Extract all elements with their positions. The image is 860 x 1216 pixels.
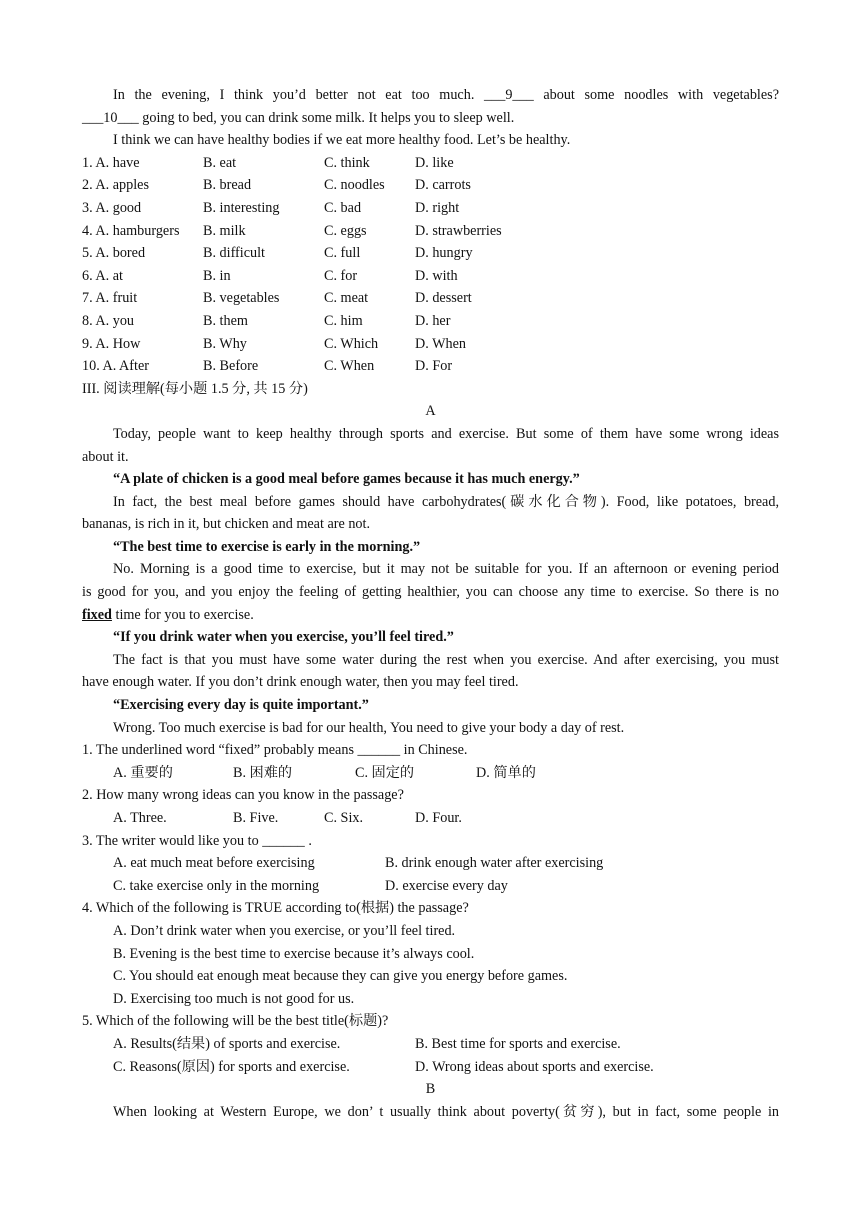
option-b: B. Best time for sports and exercise. <box>415 1035 621 1052</box>
paragraph-line: is good for you, and you enjoy the feeling of getting healthier, you can choose any time to exercise. So there is no <box>82 584 779 601</box>
option-a: A. Three. <box>113 810 167 826</box>
option-a: 8. A. you <box>82 312 135 329</box>
paragraph-line: No. Morning is a good time to exercise, but it may not be suitable for you. If an afternoon or evening period <box>113 561 779 578</box>
option-c: C. 固定的 <box>355 764 415 781</box>
option-c: C. eggs <box>324 222 367 239</box>
option-c: C. take exercise only in the morning <box>113 877 320 894</box>
cloze-question-row <box>82 220 779 243</box>
option-b: B. Before <box>203 358 259 375</box>
question-2: 2. How many wrong ideas can you know in the passage? <box>82 787 404 804</box>
paragraph-line: When looking at Western Europe, we don’ t usually think about poverty(贫穷), but in fact, some people in <box>113 1103 779 1120</box>
passage-line: I think we can have healthy bodies if we eat more healthy food. Let’s be healthy. <box>113 132 571 149</box>
paragraph-line <box>82 604 779 627</box>
claim-heading: “Exercising every day is quite important.” <box>113 697 369 714</box>
option-c: C. noodles <box>324 177 385 194</box>
option-d: D. Four. <box>415 810 462 826</box>
paragraph-line: bananas, is rich in it, but chicken and meat are not. <box>82 516 370 533</box>
cloze-question-row <box>82 310 779 333</box>
option-c: C. him <box>324 312 363 329</box>
option-a: 10. A. After <box>82 358 149 375</box>
option-c: C. Which <box>324 335 379 352</box>
option-c: C. Reasons(原因) for sports and exercise. <box>113 1058 350 1075</box>
exam-page <box>82 84 779 1123</box>
cloze-question-row <box>82 174 779 197</box>
option-a: 6. A. at <box>82 267 123 284</box>
passage-label-b: B <box>425 1081 436 1098</box>
option-d: D. dessert <box>415 290 472 307</box>
section-heading: III. 阅读理解(每小题 1.5 分, 共 15 分) <box>82 380 308 397</box>
option-a: 5. A. bored <box>82 245 146 262</box>
question-3-options <box>82 875 779 898</box>
option-d: D. like <box>415 154 454 171</box>
paragraph-text: time for you to exercise. <box>111 606 254 623</box>
question-3-options <box>82 852 779 875</box>
paragraph-line: In fact, the best meal before games should have carbohydrates(碳水化合物). Food, like potatoes, bread, <box>113 493 779 510</box>
option-a: A. 重要的 <box>113 764 173 781</box>
paragraph-line: about it. <box>82 448 129 465</box>
option-d: D. her <box>415 312 451 329</box>
option-d: D. exercise every day <box>385 877 508 894</box>
option-b: B. interesting <box>203 199 280 216</box>
option-b: B. them <box>203 312 248 329</box>
paragraph-line: Wrong. Too much exercise is bad for our health, You need to give your body a day of rest. <box>113 719 625 736</box>
passage-label-a: A <box>425 403 436 420</box>
option-d: D. 简单的 <box>476 764 536 781</box>
option-a: 9. A. How <box>82 335 141 352</box>
option-b: B. Five. <box>233 810 279 826</box>
passage-line: ___10___ going to bed, you can drink some milk. It helps you to sleep well. <box>82 109 515 126</box>
option-b: B. in <box>203 267 231 284</box>
question-5-options <box>82 1033 779 1056</box>
option-d: D. with <box>415 267 458 284</box>
option-a: 3. A. good <box>82 199 142 216</box>
passage-text: In the evening, I think you’d better not eat too much. <box>113 87 485 103</box>
cloze-question-row <box>82 265 779 288</box>
option-b: B. difficult <box>203 245 266 262</box>
option-a: 7. A. fruit <box>82 290 138 307</box>
option-b: B. Evening is the best time to exercise because it’s always cool. <box>113 945 475 962</box>
option-d: D. For <box>415 358 453 375</box>
cloze-question-row <box>82 287 779 310</box>
question-5: 5. Which of the following will be the best title(标题)? <box>82 1013 389 1030</box>
cloze-options <box>82 152 779 378</box>
question-3: 3. The writer would like you to ______ . <box>82 832 312 849</box>
option-a: A. eat much meat before exercising <box>113 855 315 872</box>
paragraph-line: The fact is that you must have some water during the rest when you exercise. And after exercising, you must <box>113 651 779 668</box>
passage-line <box>82 84 779 107</box>
question-5-options <box>82 1056 779 1079</box>
option-d: D. Wrong ideas about sports and exercise. <box>415 1058 654 1075</box>
option-d: D. Exercising too much is not good for us. <box>113 990 355 1007</box>
option-c: C. think <box>324 154 370 171</box>
claim-heading: “If you drink water when you exercise, you’ll feel tired.” <box>113 629 454 646</box>
option-d: D. right <box>415 199 460 216</box>
passage-text: about some noodles with vegetables? <box>533 87 779 103</box>
blank-9: ___9___ <box>484 87 534 103</box>
claim-heading: “A plate of chicken is a good meal before games because it has much energy.” <box>113 471 580 488</box>
question-4: 4. Which of the following is TRUE according to(根据) the passage? <box>82 900 469 917</box>
option-c: C. for <box>324 267 358 284</box>
question-2-options <box>82 807 779 830</box>
option-c: C. You should eat enough meat because they can give you energy before games. <box>113 968 568 985</box>
question-1-options <box>82 762 779 785</box>
cloze-question-row <box>82 333 779 356</box>
claim-heading: “The best time to exercise is early in the morning.” <box>113 538 421 555</box>
option-b: B. milk <box>203 222 246 239</box>
underlined-word: fixed <box>82 606 112 623</box>
option-c: C. Six. <box>324 810 364 826</box>
option-a: A. Results(结果) of sports and exercise. <box>113 1035 341 1052</box>
option-b: B. 困难的 <box>233 764 293 781</box>
option-a: 4. A. hamburgers <box>82 222 180 239</box>
option-a: 2. A. apples <box>82 177 149 194</box>
option-a: 1. A. have <box>82 154 140 171</box>
option-b: B. Why <box>203 335 247 352</box>
paragraph-line: have enough water. If you don’t drink enough water, then you may feel tired. <box>82 674 519 691</box>
option-d: D. hungry <box>415 245 473 262</box>
paragraph-line: Today, people want to keep healthy through sports and exercise. But some of them have some wrong ideas <box>113 425 779 442</box>
option-c: C. bad <box>324 199 362 216</box>
option-c: C. full <box>324 245 361 262</box>
option-c: C. When <box>324 358 375 375</box>
option-b: B. eat <box>203 154 237 171</box>
cloze-question-row <box>82 197 779 220</box>
option-a: A. Don’t drink water when you exercise, or you’ll feel tired. <box>113 922 456 939</box>
option-b: B. drink enough water after exercising <box>385 855 604 872</box>
cloze-question-row <box>82 242 779 265</box>
cloze-question-row <box>82 355 779 378</box>
question-1: 1. The underlined word “fixed” probably means ______ in Chinese. <box>82 742 468 759</box>
option-d: D. When <box>415 335 466 352</box>
option-d: D. carrots <box>415 177 471 194</box>
cloze-question-row <box>82 152 779 175</box>
option-b: B. vegetables <box>203 290 280 307</box>
option-b: B. bread <box>203 177 252 194</box>
option-c: C. meat <box>324 290 369 307</box>
option-d: D. strawberries <box>415 222 502 239</box>
